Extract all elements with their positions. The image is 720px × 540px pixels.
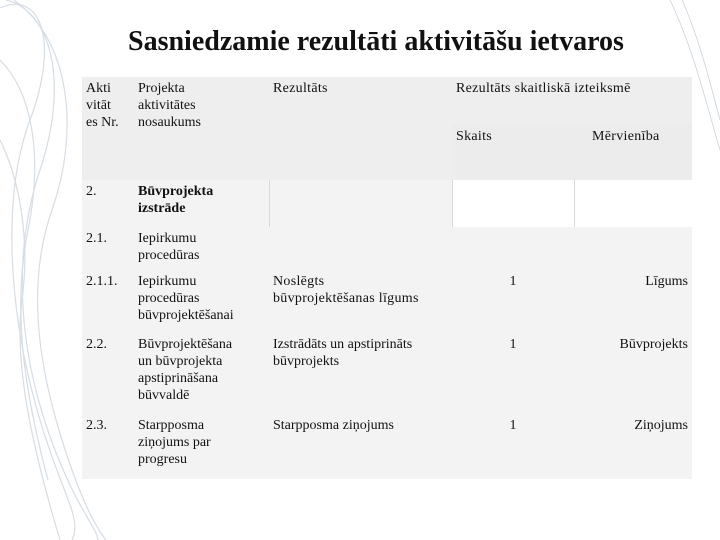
- header-activity-number: [82, 77, 134, 180]
- header-unit: Mērvienība: [574, 125, 692, 180]
- row-activity-name: [134, 270, 269, 333]
- header-activity-name-line: Projekta: [138, 81, 185, 96]
- results-table: [82, 77, 692, 479]
- row-number: 2.: [82, 180, 134, 227]
- row-activity-name: [134, 414, 269, 479]
- row-activity-name-line: Iepirkumu: [138, 274, 197, 289]
- row-unit: Būvprojekts: [574, 333, 692, 414]
- header-activity-name-line: nosaukums: [138, 115, 201, 130]
- row-activity-name-line: izstrāde: [138, 201, 186, 216]
- row-count: 1: [452, 414, 574, 479]
- row-result-line: būvprojektēšanas līgums: [273, 291, 419, 306]
- row-unit: [574, 180, 692, 227]
- row-activity-name-line: Starpposma: [138, 418, 205, 433]
- row-number: 2.3.: [82, 414, 134, 479]
- row-count: 1: [452, 333, 574, 414]
- header-activity-number-line: es Nr.: [86, 115, 119, 130]
- row-activity-name-line: būvprojektēšanai: [138, 308, 234, 323]
- row-result: [269, 227, 452, 270]
- row-result: [269, 414, 452, 479]
- row-activity-name-line: Iepirkumu: [138, 231, 197, 246]
- row-number: 2.2.: [82, 333, 134, 414]
- row-result: [269, 180, 452, 227]
- row-unit: Ziņojums: [574, 414, 692, 479]
- header-activity-name-line: aktivitātes: [138, 98, 196, 113]
- row-activity-name: [134, 333, 269, 414]
- row-number: 2.1.: [82, 227, 134, 270]
- row-activity-name-line: Būvprojektēšana: [138, 337, 233, 352]
- row-result-line: Izstrādāts un apstiprināts: [273, 337, 413, 352]
- row-unit: Līgums: [574, 270, 692, 333]
- slide-title: Sasniedzamie rezultāti aktivitāšu ietvaros: [128, 26, 624, 57]
- table-row: [82, 333, 692, 414]
- row-activity-name: [134, 180, 269, 227]
- header-count: Skaits: [452, 125, 574, 180]
- row-count: [452, 180, 574, 227]
- row-unit: [574, 227, 692, 270]
- header-activity-number-line: vitāt: [86, 98, 111, 113]
- row-result: [269, 333, 452, 414]
- header-result: Rezultāts: [269, 77, 452, 180]
- table-row: [82, 414, 692, 479]
- row-count: 1: [452, 270, 574, 333]
- header-activity-name: [134, 77, 269, 180]
- header-quantitative-result: Rezultāts skaitliskā izteiksmē: [452, 77, 692, 125]
- row-activity-name-line: procedūras: [138, 248, 200, 263]
- row-count: [452, 227, 574, 270]
- row-activity-name: [134, 227, 269, 270]
- table-row: [82, 180, 692, 227]
- row-result-line: Starpposma ziņojums: [273, 418, 394, 433]
- row-activity-name-line: ziņojums par: [138, 435, 211, 450]
- row-activity-name-line: Būvprojekta: [138, 184, 214, 199]
- row-activity-name-line: progresu: [138, 452, 187, 467]
- row-activity-name-line: un būvprojekta: [138, 354, 223, 369]
- row-result-line: būvprojekts: [273, 354, 340, 369]
- row-activity-name-line: apstiprināšana: [138, 371, 219, 386]
- row-result: [269, 270, 452, 333]
- row-number: 2.1.1.: [82, 270, 134, 333]
- table-row: [82, 270, 692, 333]
- row-activity-name-line: procedūras: [138, 291, 200, 306]
- header-activity-number-line: Akti: [86, 81, 111, 96]
- row-activity-name-line: būvvaldē: [138, 388, 190, 403]
- table-row: [82, 227, 692, 270]
- row-result-line: Noslēgts: [273, 274, 325, 289]
